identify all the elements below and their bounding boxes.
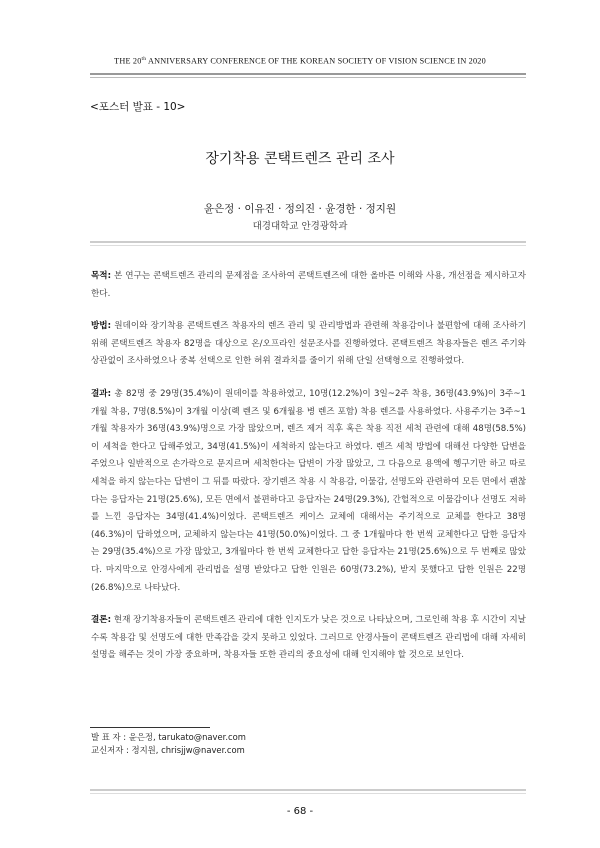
section-purpose	[91, 268, 526, 303]
header-sup: th	[141, 56, 147, 62]
divider-thin	[90, 245, 526, 246]
section-conclusion	[91, 612, 526, 665]
section-text: 총 82명 중 29명(35.4%)이 원데이를 착용하였고, 10명(12.2%)이 3일~2주 착용, 36명(43.9%)이 3주~1개월 착용, 7명(8.5%)이 3개월 이상(롁 렌즈 및 6개월용 병 렌즈 포함) 착용 렌즈를 사용하였다. 사용주기는 3주~1개월 착용자가 36명(43.9%)명으로 가장 많았으며, 렌즈 제거 직후 혹은 착용 직전 세척 관련에 대해 48명(58.5%)이 세척을 한다고 답해주었고, 34명(41.5%)이 세척하지 않는다고 하였다. 렌즈 세척 방법에 대해선 다양한 답변을 주었으나 일반적으로 손가락으로 문지르며 세척한다는 답변이 가장 많았고, 그 다음으로 용액에 헹구기만 하고 따로 세척을 하지 않는다는 답변이 그 뒤를 따랐다. 장기렌즈 착용 시 착용감, 이물감, 선명도와 관련하여 모든 면에서 괜찮다는 응답자는 21명(25.6%), 모든 면에서 불편하다고 응답자는 24명(29.3%), 간헐적으로 이물감이나 선명도 저하를 느낀 응답자는 34명(41.4%)이었다. 콘택트렌즈 케이스 교체에 대해서는 주기적으로 교체를 한다고 38명(46.3%)이 답하였으며, 교체하지 않는다는 41명(50.0%)이었다. 그 중 1개월마다 한 번씩 교체한다고 답한 응답자는 29명(35.4%)으로 가장 많았고, 3개월마다 한 번씩 교체한다고 답한 응답자는 21명(25.6%)으로 두 번째로 많았다. 마지막으로 안경사에게 관리법을 설명 받았다고 답한 인원은 60명(73.2%), 받지 못했다고 답한 인원은 22명(26.8%)으로 나타났다.	[91, 388, 526, 593]
header-rule	[90, 73, 526, 75]
section-text: 현재 장기착용자들이 콘택트렌즈 관리에 대한 인지도가 낮은 것으로 나타났으며, 그로인해 착용 후 시간이 지날수록 착용감 및 선명도에 대한 만족감을 갖지 못하고 있었다. 그러므로 안경사들이 콘택트렌즈 관리법에 대해 자세히 설명을 해주는 것이 가장 중요하며, 착용자들 또한 관리의 중요성에 대해 인지해야 할 것으로 보인다.	[91, 615, 526, 661]
section-label: 결론:	[91, 615, 112, 626]
poster-label: <포스터 발표 - 10>	[90, 101, 186, 113]
header-rule-thin	[90, 77, 526, 78]
divider	[90, 241, 526, 243]
header-pre: THE 20	[114, 56, 142, 66]
section-label: 방법:	[91, 321, 112, 332]
section-label: 목적:	[91, 271, 112, 281]
header-post: ANNIVERSARY CONFERENCE OF THE KOREAN SOCIETY OF VISION SCIENCE IN 2020	[146, 56, 486, 66]
abstract	[91, 268, 526, 680]
footnotes	[91, 731, 246, 757]
section-text: 원데이와 장기착용 콘택트렌즈 착용자의 렌즈 관리 및 관리방법과 관련해 착용감이나 불편함에 대해 조사하기 위해 콘택트렌즈 착용자 82명을 대상으로 온/오프라인 설문조사를 진행하였다. 콘택트렌즈 착용자들은 렌즈 주기와 상관없이 조사하였으나 중복 선택으로 인한 허위 결과치를 줄이기 위해 단일 선택형으로 진행하였다.	[91, 321, 526, 367]
conference-header	[0, 56, 600, 66]
footer-rule	[90, 789, 526, 791]
page-number: - 68 -	[286, 806, 314, 817]
section-method	[91, 318, 526, 371]
footer-rule-thin	[90, 793, 526, 794]
presenter-footnote: 발 표 자 : 윤은정, tarukato@naver.com	[91, 732, 246, 742]
authors: 윤은정 · 이유진 · 정의진 · 윤경한 · 정지원	[203, 203, 397, 215]
footnote-rule	[90, 727, 210, 728]
corresponding-footnote: 교신저자 : 정지원, chrisjjw@naver.com	[91, 745, 245, 755]
section-results	[91, 386, 526, 597]
section-text: 본 연구는 콘택트렌즈 관리의 문제점을 조사하여 콘택트렌즈에 대한 올바른 이해와 사용, 개선점을 제시하고자 한다.	[91, 271, 526, 299]
section-label: 결과:	[91, 388, 112, 399]
affiliation: 대경대학교 안경광학과	[252, 221, 348, 232]
paper-title: 장기착용 콘택트렌즈 관리 조사	[205, 151, 395, 167]
